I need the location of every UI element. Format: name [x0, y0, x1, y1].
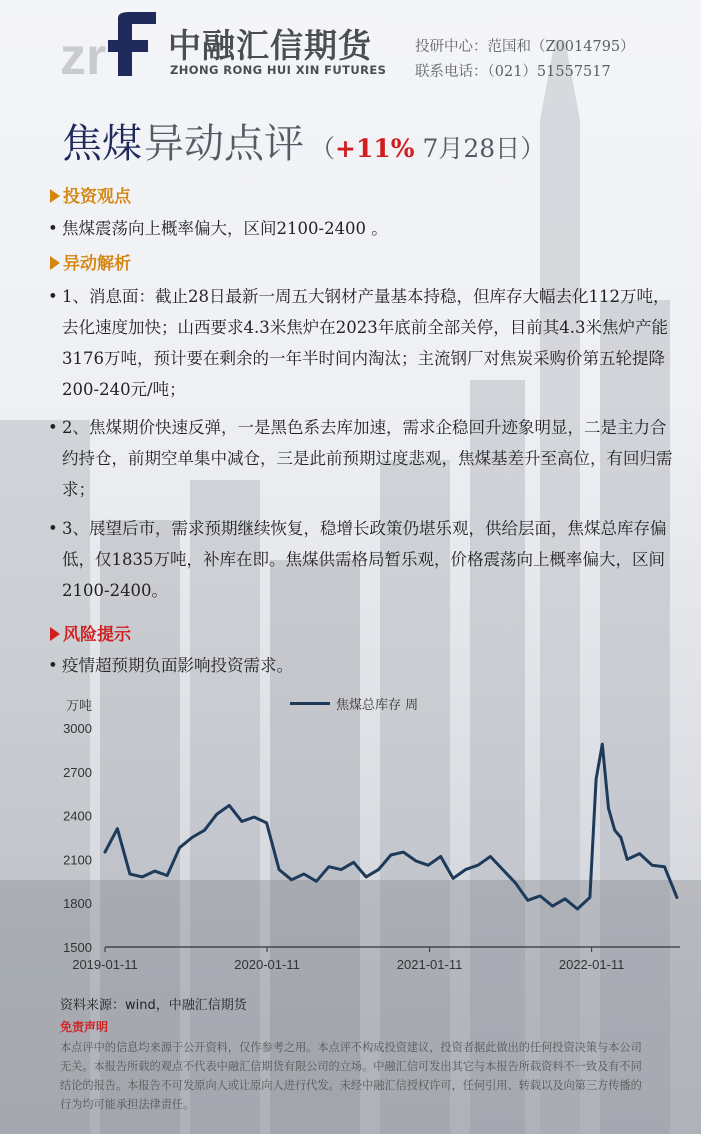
researcher-info: 投研中心：范国和（Z0014795）: [415, 39, 635, 55]
y-tick-label: 1500: [63, 940, 92, 955]
bullet-icon: •: [48, 219, 58, 238]
arrow-icon: [50, 627, 60, 641]
arrow-icon: [50, 189, 60, 203]
x-tick-label: 2019-01-11: [72, 957, 138, 972]
legend-label: 焦煤总库存 周: [336, 698, 419, 713]
disclaimer-title: 免责声明: [60, 1020, 109, 1034]
view-item: • 焦煤震荡向上概率偏大，区间2100-2400 。: [48, 213, 678, 244]
phone-info: 联系电话：（021）51557517: [415, 64, 611, 80]
data-source: 资料来源：wind，中融汇信期货: [60, 998, 247, 1013]
title-change: +11%: [335, 134, 415, 163]
section-heading-risk: 风险提示: [50, 620, 131, 645]
analysis-item-3: • 3、展望后市，需求预期继续恢复，稳增长政策仍堪乐观，供给层面，焦煤总库存偏低，仅1835万吨，补库在即。焦煤供需格局暂乐观，价格震荡向上概率偏大，区间2100-2400。: [48, 513, 678, 606]
title-subtitle: （+11% 7月28日）: [310, 134, 546, 163]
x-tick-label: 2021-01-11: [396, 957, 463, 972]
company-logo: [60, 10, 160, 80]
section-heading-analysis: 异动解析: [50, 249, 131, 274]
brand-name-en: ZHONG RONG HUI XIN FUTURES: [170, 63, 387, 77]
bullet-icon: •: [48, 287, 58, 306]
bullet-icon: •: [48, 656, 58, 675]
x-tick-label: 2022-01-11: [558, 957, 625, 972]
page-title: [62, 112, 545, 169]
y-tick-label: 1800: [63, 896, 92, 912]
risk-item: • 疫情超预期负面影响投资需求。: [48, 650, 678, 681]
series-line-coking-coal-inventory: [105, 744, 677, 909]
disclaimer-text: 本点评中的信息均来源于公开资料，仅作参考之用。本点评不构成投资建议，投资者据此做出的任何投资决策与本公司无关。本报告所载的观点不代表中融汇信期货有限公司的立场。中融汇信可发出其它与本报告所载资料不一致及有不同结论的报告。本报告不可发原向人或让原向人进行代发。未经中融汇信授权许可，任何引用、转载以及向第三方传播的行为均可能承担法律责任。: [60, 1041, 642, 1111]
section-heading-view: 投资观点: [50, 182, 131, 207]
y-tick-label: 2400: [63, 808, 92, 824]
y-tick-label: 3000: [63, 721, 92, 736]
title-main: 焦煤: [62, 121, 142, 167]
title-action: 异动点评: [144, 121, 304, 167]
title-date: 7月28日: [414, 134, 521, 163]
y-tick-label: 2700: [63, 764, 92, 780]
y-axis-unit: 万吨: [66, 699, 93, 714]
analysis-item-1: • 1、消息面：截止28日最新一周五大钢材产量基本持稳，但库存大幅去化112万吨，去化速度加快；山西要求4.3米焦炉在2023年底前全部关停，目前其4.3米焦炉产能3176万吨，预计要在剩余的一年半时间内淘汰；主流钢厂对焦炭采购价第五轮提降200-240元/吨；: [48, 281, 678, 405]
x-tick-label: 2020-01-11: [234, 957, 300, 972]
svg-text:zr: zr: [60, 28, 107, 80]
inventory-chart: [0, 700, 701, 980]
brand-name-cn: 中融汇信期货: [168, 26, 372, 65]
bullet-icon: •: [48, 418, 58, 437]
analysis-item-2: • 2、焦煤期价快速反弹，一是黑色系去库加速，需求企稳回升迹象明显，二是主力合约持仓，前期空单集中减仓，三是此前预期过度悲观，焦煤基差升至高位，有回归需求；: [48, 412, 678, 505]
arrow-icon: [50, 256, 60, 270]
y-tick-label: 2100: [63, 852, 92, 868]
bullet-icon: •: [48, 519, 58, 538]
